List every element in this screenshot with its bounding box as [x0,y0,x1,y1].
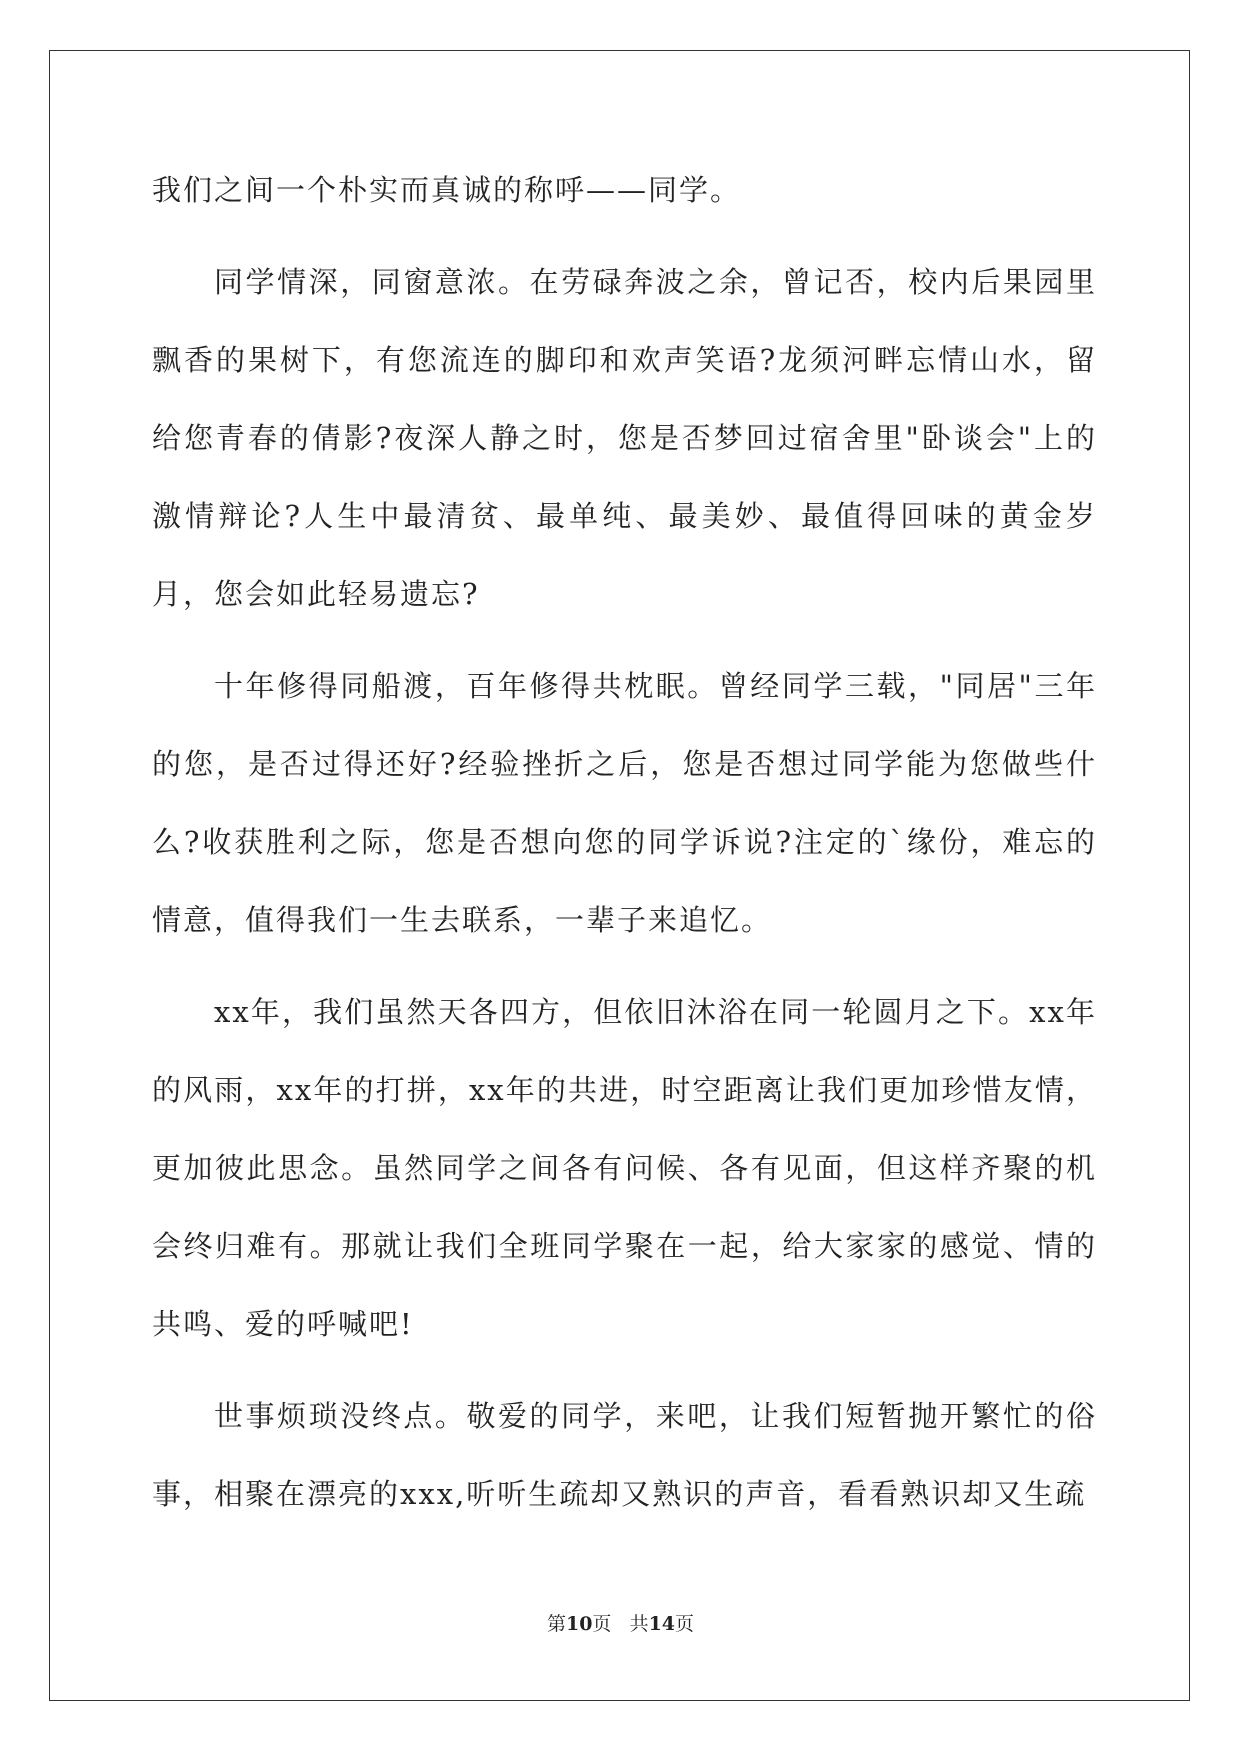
paragraph-fate: 十年修得同船渡，百年修得共枕眠。曾经同学三载，"同居"三年的您，是否过得还好?经验挫折之后，您是否想过同学能为您做些什么?收获胜利之际，您是否想向您的同学诉说?注定的`缘份，难忘的情意，值得我们一生去联系，一辈子来追忆。 [152,669,1097,937]
total-prefix: 共 [629,1613,649,1635]
paragraph-years: xx年，我们虽然天各四方，但依旧沐浴在同一轮圆月之下。xx年的风雨，xx年的打拼，xx年的共进，时空距离让我们更加珍惜友情，更加彼此思念。虽然同学之间各有问候、各有见面，但这样齐聚的机会终归难有。那就让我们全班同学聚在一起，给大家家的感觉、情的共鸣、爱的呼喊吧! [152,995,1097,1341]
paragraph-classmates: 同学情深，同窗意浓。在劳碌奔波之余，曾记否，校内后果园里飘香的果树下，有您流连的脚印和欢声笑语?龙须河畔忘情山水，留给您青春的倩影?夜深人静之时，您是否梦回过宿舍里"卧谈会"上的激情辩论?人生中最清贫、最单纯、最美妙、最值得回味的黄金岁月，您会如此轻易遗忘? [152,265,1097,611]
page-suffix: 页 [592,1613,612,1635]
total-suffix: 页 [675,1613,695,1635]
total-pages: 14 [648,1613,676,1635]
page-footer [0,1609,1241,1636]
page-prefix: 第 [546,1613,566,1635]
paragraph-invitation: 世事烦琐没终点。敬爱的同学，来吧，让我们短暂抛开繁忙的俗事，相聚在漂亮的xxx,听听生疏却又熟识的声音，看看熟识却又生疏 [152,1399,1097,1511]
paragraph-continued: 我们之间一个朴实而真诚的称呼——同学。 [152,173,742,207]
document-body [152,165,1097,1547]
page-number: 10 [565,1613,593,1635]
